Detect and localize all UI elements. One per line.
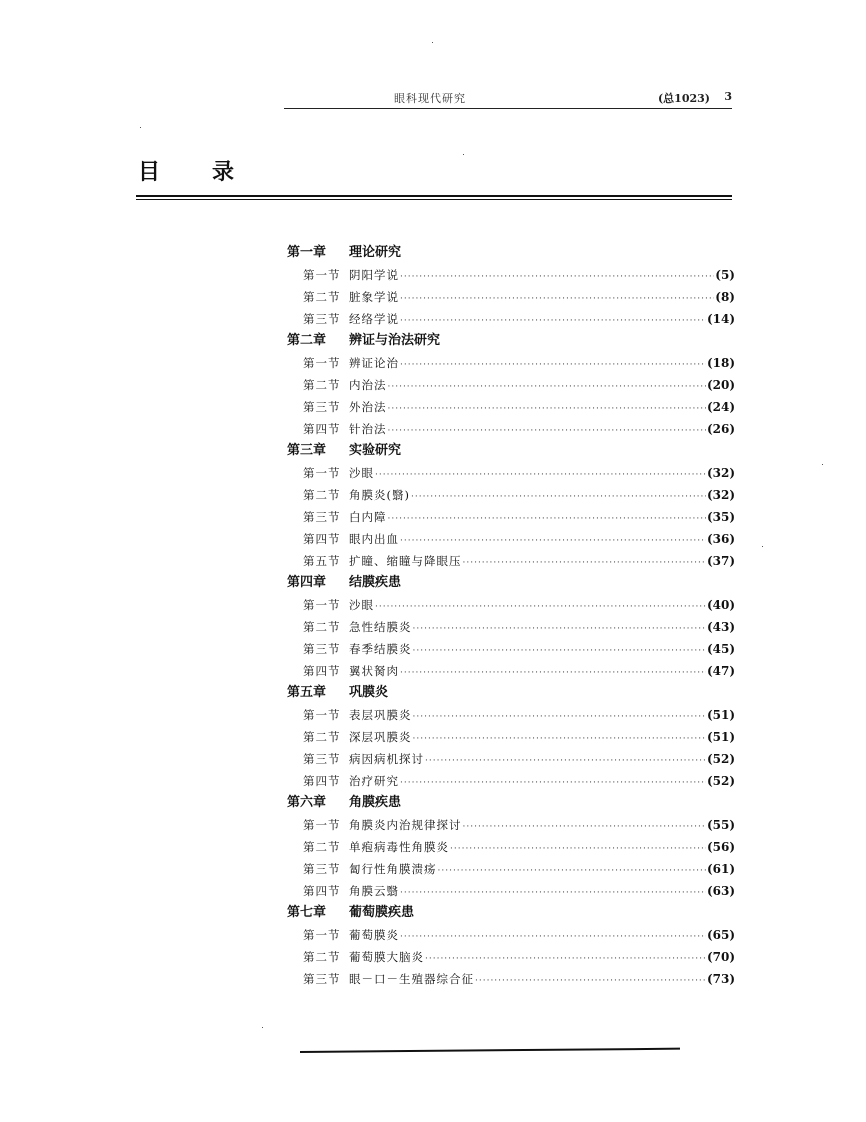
toc-entry[interactable] (287, 660, 735, 682)
toc-entry[interactable] (287, 968, 735, 990)
toc-entry[interactable] (287, 946, 735, 968)
toc-entry[interactable] (287, 264, 735, 286)
chapter-number: 第二章 (287, 333, 327, 348)
dot-leader (400, 662, 706, 684)
section-number: 第一节 (303, 598, 341, 612)
section-number: 第二节 (303, 290, 341, 304)
dot-leader (413, 706, 706, 728)
running-header (284, 88, 732, 109)
toc-entry[interactable] (287, 484, 735, 506)
section-page: (61) (706, 862, 735, 876)
section-page: (18) (706, 356, 735, 370)
section-number: 第一节 (303, 268, 341, 282)
section-page: (65) (706, 928, 735, 942)
section-title: 葡萄膜炎 (349, 928, 399, 942)
section-page: (14) (706, 312, 735, 326)
chapter-title: 葡萄膜疾患 (349, 905, 415, 920)
dot-leader (463, 552, 706, 574)
dot-leader (475, 970, 706, 992)
toc-chapter (287, 682, 735, 792)
dot-leader (425, 750, 706, 772)
section-page: (32) (706, 466, 735, 480)
section-number: 第一节 (303, 356, 341, 370)
section-title: 外治法 (349, 400, 387, 414)
section-title: 阴阳学说 (349, 268, 399, 282)
dot-leader (388, 420, 706, 442)
section-number: 第二节 (303, 840, 341, 854)
toc-chapter (287, 572, 735, 682)
chapter-heading (287, 792, 735, 814)
section-number: 第四节 (303, 774, 341, 788)
section-number: 第一节 (303, 466, 341, 480)
scan-speck (140, 127, 141, 128)
toc-entry[interactable] (287, 638, 735, 660)
section-title: 脏象学说 (349, 290, 399, 304)
dot-leader (463, 816, 706, 838)
dot-leader (400, 288, 714, 310)
section-number: 第二节 (303, 730, 341, 744)
dot-leader (400, 266, 714, 288)
page-title-char-1: 目 (138, 160, 161, 185)
chapter-number: 第六章 (287, 795, 327, 810)
section-number: 第一节 (303, 818, 341, 832)
chapter-number: 第七章 (287, 905, 327, 920)
chapter-heading (287, 902, 735, 924)
section-title: 针治法 (349, 422, 387, 436)
section-page: (70) (706, 950, 735, 964)
chapter-heading (287, 330, 735, 352)
section-page: (43) (706, 620, 735, 634)
dot-leader (411, 486, 706, 508)
scan-speck (822, 464, 823, 465)
section-number: 第三节 (303, 400, 341, 414)
dot-leader (413, 618, 706, 640)
dot-leader (400, 772, 706, 794)
section-page: (24) (706, 400, 735, 414)
chapter-heading (287, 572, 735, 594)
toc-entry[interactable] (287, 462, 735, 484)
toc-entry[interactable] (287, 924, 735, 946)
dot-leader (413, 640, 706, 662)
chapter-heading (287, 682, 735, 704)
scan-speck (762, 546, 763, 547)
section-number: 第二节 (303, 950, 341, 964)
section-number: 第二节 (303, 620, 341, 634)
section-number: 第四节 (303, 422, 341, 436)
section-number: 第三节 (303, 642, 341, 656)
toc-entry[interactable] (287, 594, 735, 616)
section-page: (51) (706, 708, 735, 722)
chapter-number: 第四章 (287, 575, 327, 590)
dot-leader (388, 376, 706, 398)
section-title: 扩瞳、缩瞳与降眼压 (349, 554, 462, 568)
section-title: 翼状胬肉 (349, 664, 399, 678)
footer-rule (300, 1048, 680, 1053)
section-page: (52) (706, 774, 735, 788)
toc-entry[interactable] (287, 858, 735, 880)
dot-leader (438, 860, 706, 882)
chapter-title: 实验研究 (349, 443, 402, 458)
section-number: 第一节 (303, 708, 341, 722)
section-title: 急性结膜炎 (349, 620, 412, 634)
toc-entry[interactable] (287, 528, 735, 550)
toc-chapter (287, 242, 735, 330)
toc-entry[interactable] (287, 286, 735, 308)
title-rule-thin (136, 199, 732, 200)
toc-entry[interactable] (287, 704, 735, 726)
toc-entry[interactable] (287, 726, 735, 748)
dot-leader (413, 728, 706, 750)
section-title: 表层巩膜炎 (349, 708, 412, 722)
toc-entry[interactable] (287, 418, 735, 440)
chapter-number: 第三章 (287, 443, 327, 458)
dot-leader (400, 926, 706, 948)
section-page: (40) (706, 598, 735, 612)
toc-entry[interactable] (287, 880, 735, 902)
scan-speck (463, 154, 464, 155)
section-page: (73) (706, 972, 735, 986)
section-title: 春季结膜炎 (349, 642, 412, 656)
dot-leader (400, 882, 706, 904)
section-page: (55) (706, 818, 735, 832)
chapter-title: 辨证与治法研究 (349, 333, 441, 348)
section-number: 第三节 (303, 312, 341, 326)
toc-chapter (287, 902, 735, 990)
title-rule-thick (136, 195, 732, 197)
section-title: 白内障 (349, 510, 387, 524)
section-page: (47) (706, 664, 735, 678)
section-title: 葡萄膜大脑炎 (349, 950, 424, 964)
toc-entry[interactable] (287, 770, 735, 792)
section-page: (35) (706, 510, 735, 524)
dot-leader (450, 838, 706, 860)
section-title: 病因病机探讨 (349, 752, 424, 766)
section-number: 第四节 (303, 532, 341, 546)
page-number: 3 (724, 90, 732, 103)
toc-entry[interactable] (287, 308, 735, 330)
toc-entry[interactable] (287, 814, 735, 836)
section-title: 角膜炎(翳) (349, 488, 410, 502)
section-page: (37) (706, 554, 735, 568)
section-title: 沙眼 (349, 466, 374, 480)
section-title: 单疱病毒性角膜炎 (349, 840, 449, 854)
toc-chapter (287, 440, 735, 572)
section-number: 第四节 (303, 884, 341, 898)
section-page: (56) (706, 840, 735, 854)
section-page: (5) (715, 268, 735, 282)
scan-speck (432, 42, 433, 43)
chapter-title: 理论研究 (349, 245, 402, 260)
toc-entry[interactable] (287, 374, 735, 396)
toc-entry[interactable] (287, 616, 735, 638)
dot-leader (400, 310, 706, 332)
section-page: (32) (706, 488, 735, 502)
chapter-title: 结膜疾患 (349, 575, 402, 590)
toc-entry[interactable] (287, 836, 735, 858)
section-title: 角膜炎内治规律探讨 (349, 818, 462, 832)
dot-leader (425, 948, 706, 970)
chapter-number: 第五章 (287, 685, 327, 700)
chapter-number: 第一章 (287, 245, 327, 260)
toc-entry[interactable] (287, 396, 735, 418)
section-page: (51) (706, 730, 735, 744)
dot-leader (388, 508, 706, 530)
running-header-volume: (总1023) (657, 92, 710, 105)
section-title: 辨证论治 (349, 356, 399, 370)
section-page: (36) (706, 532, 735, 546)
section-page: (45) (706, 642, 735, 656)
section-title: 经络学说 (349, 312, 399, 326)
section-title: 沙眼 (349, 598, 374, 612)
toc-chapter (287, 330, 735, 440)
table-of-contents (287, 242, 735, 990)
section-page: (52) (706, 752, 735, 766)
section-number: 第二节 (303, 488, 341, 502)
dot-leader (375, 464, 706, 486)
section-number: 第二节 (303, 378, 341, 392)
toc-entry[interactable] (287, 506, 735, 528)
section-title: 眼－口－生殖器综合征 (349, 972, 474, 986)
toc-entry[interactable] (287, 352, 735, 374)
section-number: 第五节 (303, 554, 341, 568)
running-header-title: 眼科现代研究 (394, 92, 466, 105)
section-number: 第三节 (303, 752, 341, 766)
chapter-title: 角膜疾患 (349, 795, 402, 810)
section-number: 第三节 (303, 510, 341, 524)
toc-entry[interactable] (287, 748, 735, 770)
dot-leader (400, 530, 706, 552)
section-number: 第三节 (303, 972, 341, 986)
dot-leader (375, 596, 706, 618)
chapter-heading (287, 440, 735, 462)
dot-leader (388, 398, 706, 420)
section-title: 内治法 (349, 378, 387, 392)
section-page: (20) (706, 378, 735, 392)
section-number: 第四节 (303, 664, 341, 678)
toc-chapter (287, 792, 735, 902)
section-page: (63) (706, 884, 735, 898)
scan-speck (262, 1027, 263, 1028)
page-title-char-2: 录 (212, 160, 235, 185)
section-title: 深层巩膜炎 (349, 730, 412, 744)
section-page: (26) (706, 422, 735, 436)
section-title: 治疗研究 (349, 774, 399, 788)
section-title: 眼内出血 (349, 532, 399, 546)
section-title: 匐行性角膜溃疡 (349, 862, 437, 876)
section-title: 角膜云翳 (349, 884, 399, 898)
section-page: (8) (715, 290, 735, 304)
toc-entry[interactable] (287, 550, 735, 572)
chapter-heading (287, 242, 735, 264)
dot-leader (400, 354, 706, 376)
section-number: 第三节 (303, 862, 341, 876)
section-number: 第一节 (303, 928, 341, 942)
chapter-title: 巩膜炎 (349, 685, 389, 700)
